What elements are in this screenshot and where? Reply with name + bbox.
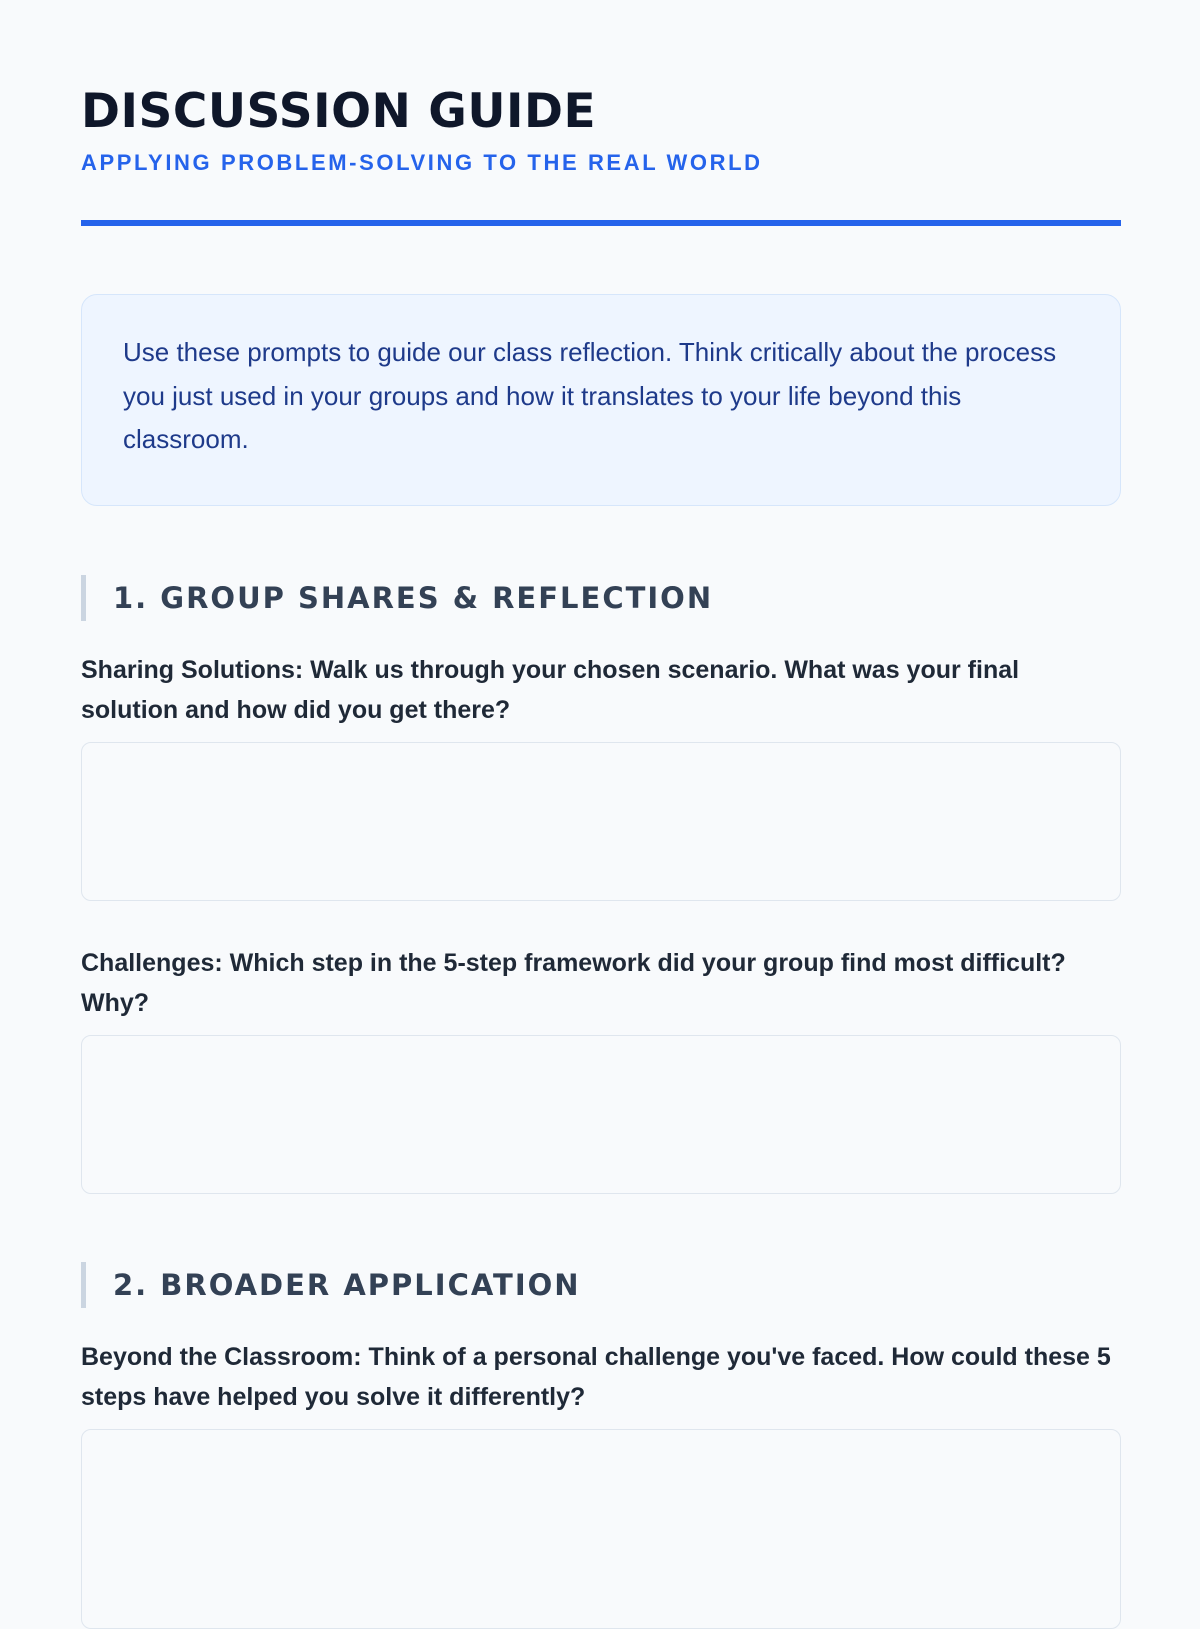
answer-box-challenges[interactable] [81, 1035, 1121, 1194]
intro-text: Use these prompts to guide our class reflection. Think critically about the process you just used in your groups and how it translates to your life beyond this classroom. [123, 337, 1057, 454]
answer-box-beyond-classroom[interactable] [81, 1429, 1121, 1629]
section-heading-label: 2. BROADER APPLICATION [113, 1268, 581, 1302]
section-heading-group-shares [81, 575, 1121, 621]
header-divider [81, 220, 1121, 226]
answer-box-sharing-solutions[interactable] [81, 742, 1121, 901]
question-challenges: Challenges: Which step in the 5-step framework did your group find most difficult? Why? [81, 949, 1066, 1017]
question-sharing-solutions: Sharing Solutions: Walk us through your chosen scenario. What was your final solution and how did you get there? [81, 656, 1020, 724]
intro-callout [81, 294, 1121, 506]
question-beyond-classroom: Beyond the Classroom: Think of a personal challenge you've faced. How could these 5 steps have helped you solve it differently? [81, 1343, 1111, 1411]
page-subtitle: APPLYING PROBLEM-SOLVING TO THE REAL WORLD [81, 150, 763, 175]
section-heading-label: 1. GROUP SHARES & REFLECTION [113, 581, 714, 615]
page-title: DISCUSSION GUIDE [81, 84, 597, 139]
section-heading-broader-application [81, 1262, 1121, 1308]
